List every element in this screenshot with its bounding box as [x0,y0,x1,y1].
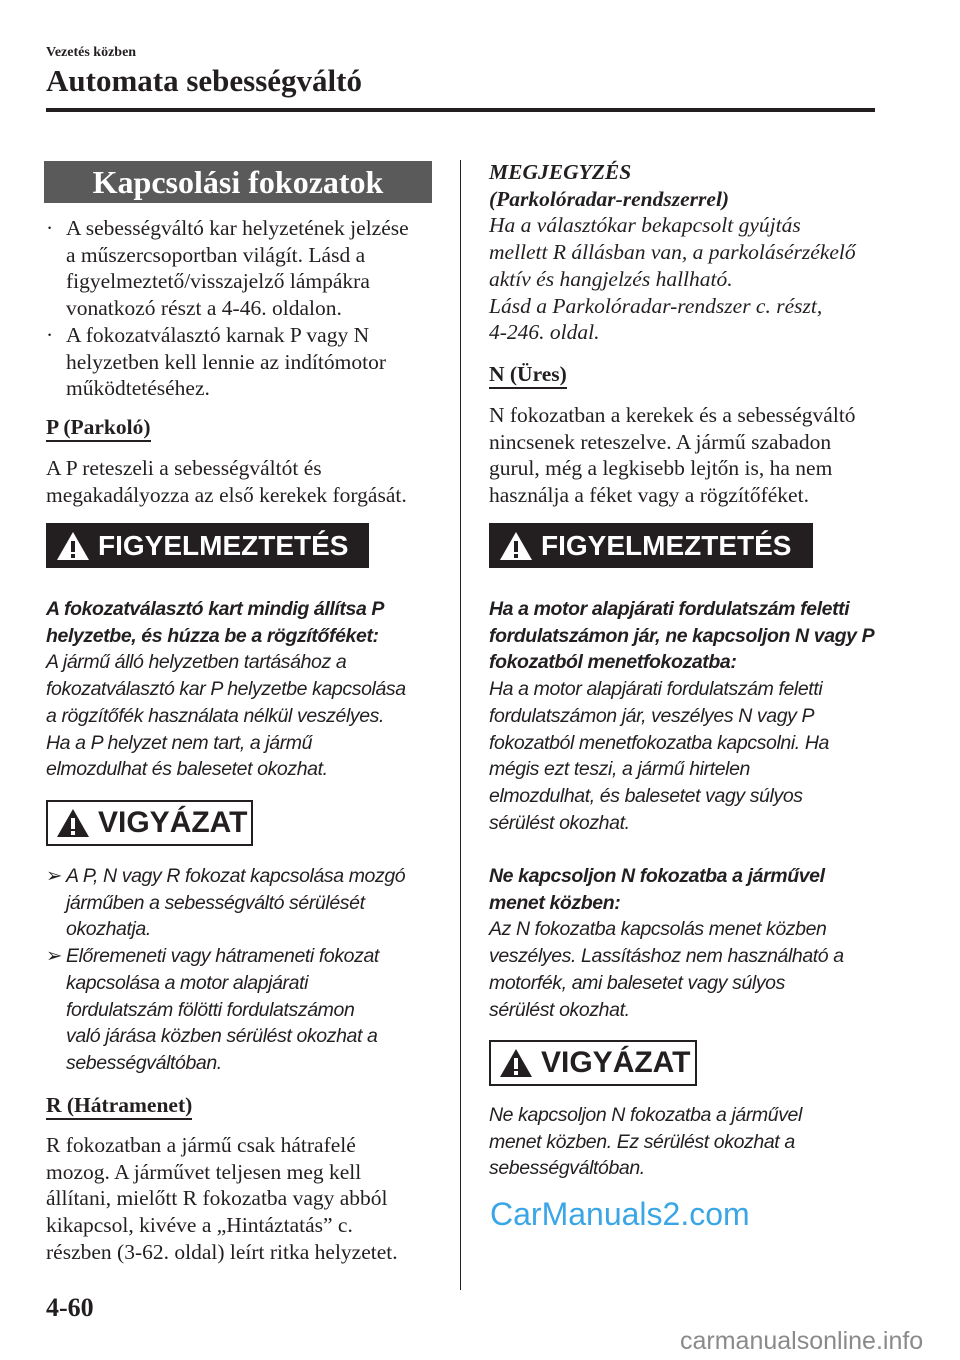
caution-text [489,1102,802,1182]
text-line: gurul, még a legkisebb lejtőn is, ha nem [489,456,833,481]
text-line: R fokozatban a jármű csak hátrafelé [46,1133,356,1157]
text-line: Ha a P helyzet nem tart, a jármű [46,731,313,754]
text-line: fokozatból menetfokozatba: [489,651,737,674]
bullet-mark: · [46,216,54,240]
warning-triangle-icon [499,531,533,561]
text-line: sérülést okozhat. [489,998,630,1021]
text-line: okozhatja. [66,918,151,941]
intro-bullets [46,215,409,402]
text-line: fordulatszámon jár, veszélyes N vagy P [489,704,815,727]
text-line: fordulatszámon jár, ne kapcsoljon N vagy P [489,624,875,647]
text-line: részben (3-62. oldal) leírt ritka helyzetet. [46,1239,398,1264]
text-line: mégis ezt teszi, a jármű hirtelen [489,758,750,781]
text-line: aktív és hangjelzés hallható. [489,266,733,291]
text-line: helyzetben kell lennie az indítómotor [66,349,387,374]
text-line: helyzetbe, és húzza be a rögzítőféket: [46,624,379,647]
text-line: nincsenek reteszelve. A jármű szabadon [489,429,832,454]
watermark-carmanualsonline: carmanualsonline.info [680,1327,924,1355]
text-line: A fokozatválasztó karnak P vagy N [66,322,370,347]
note-title: MEGJEGYZÉS [489,160,632,184]
text-line: figyelmeztető/visszajelző lámpákra [66,269,370,294]
text-line: menet közben. Ez sérülést okozhat a [489,1130,795,1153]
text-line: működtetéséhez. [66,376,210,401]
text-line: mozog. A járművet teljesen meg kell [46,1159,362,1184]
text-line: 4-246. oldal. [489,320,600,345]
text-line: motorfék, ami balesetet vagy súlyos [489,971,785,994]
text-line: kikapcsol, kivéve a „Hintáztatás” c. [46,1213,353,1238]
text-line: használja a féket vagy a rögzítőféket. [489,483,809,508]
warning-label: FIGYELMEZTETÉS [541,529,792,561]
page-number: 4-60 [46,1293,94,1322]
text-line: sérülést okozhat. [489,811,630,834]
text-line: veszélyes. Lassításhoz nem használható a [489,945,844,968]
text-line: kapcsolása a motor alapjárati [66,971,309,994]
arrow-bullet-icon: ➢ [46,865,62,887]
warning-label: FIGYELMEZTETÉS [98,529,349,561]
bullet-item [46,322,409,402]
text-line: járműben a sebességváltó sérülését [66,891,365,914]
header-rule [46,108,875,112]
text-line: A P, N vagy R fokozat kapcsolása mozgó [66,865,406,887]
note [489,159,856,346]
section-banner: Kapcsolási fokozatok [44,161,432,203]
text-line: elmozdulhat és balesetet okozhat. [46,758,328,781]
n-text [489,402,856,509]
r-heading: R (Hátramenet) [46,1093,192,1120]
section-label: Vezetés közben [46,45,137,60]
text-line: való járása közben sérülést okozhat a [66,1025,378,1048]
text-line: mellett R állásban van, a parkolásérzékelő [489,240,856,265]
warning-text [489,596,874,1023]
text-line: menet közben: [489,891,621,914]
caution-list [46,863,405,1077]
text-line: N fokozatban a kerekek és a sebességváltó [489,403,856,427]
page-title: Automata sebességváltó [46,63,362,98]
r-text [46,1132,398,1266]
text-line: Lásd a Parkolóradar-rendszer c. részt, [489,293,823,318]
text-line: állítani, mielőtt R fokozatba vagy abból [46,1186,388,1211]
warning-label-box [489,523,813,568]
text-line: sebességváltóban. [489,1157,645,1180]
text-line: fokozatválasztó kar P helyzetbe kapcsolása [46,678,406,701]
p-text [46,455,407,508]
text-line: Előremeneti vagy hátrameneti fokozat [66,945,379,968]
text-line: A fokozatválasztó kart mindig állítsa P [46,598,385,620]
warning-triangle-icon [56,531,90,561]
bullet-mark: · [46,322,54,347]
text-line: Az N fokozatba kapcsolás menet közben [489,918,827,941]
list-item [46,863,405,943]
text-line: vonatkozó részt a 4-46. oldalon. [66,296,342,321]
caution-label: VIGYÁZAT [98,806,248,839]
text-line: sebességváltóban. [66,1051,222,1074]
text-line: Ne kapcsoljon N fokozatba a járművel [489,865,825,888]
text-line: fordulatszám fölötti fordulatszámon [66,998,355,1021]
text-line: Ne kapcsoljon N fokozatba a járművel [489,1104,802,1126]
list-item [46,943,405,1077]
caution-label-box [489,1040,697,1086]
n-heading: N (Üres) [489,362,567,389]
p-heading: P (Parkoló) [46,415,151,442]
text-line: megakadályozza az első kerekek forgását. [46,482,407,507]
text-line: A sebességváltó kar helyzetének jelzése [66,216,409,240]
caution-label-box [46,800,253,846]
column-divider [460,160,461,1290]
text-line: A P reteszeli a sebességváltót és [46,456,322,480]
caution-triangle-icon [499,1048,533,1078]
watermark-carmanuals2: CarManuals2.com [490,1196,750,1232]
text-line: elmozdulhat, és balesetet vagy súlyos [489,784,803,807]
text-line: a műszercsoportban világít. Lásd a [66,242,366,267]
caution-triangle-icon [56,808,90,838]
warning-text [46,596,406,783]
text-line: A jármű álló helyzetben tartásához a [46,651,347,674]
text-line: Ha a motor alapjárati fordulatszám feletti [489,678,823,701]
caution-label: VIGYÁZAT [541,1046,691,1079]
text-line: Ha a választókar bekapcsolt gyújtás [489,213,801,238]
warning-label-box [46,523,369,568]
bullet-item [46,215,409,322]
text-line: Ha a motor alapjárati fordulatszám feletti [489,598,850,620]
arrow-bullet-icon: ➢ [46,945,62,968]
note-subtitle: (Parkolóradar-rendszerrel) [489,186,730,211]
text-line: a rögzítőfék használata nélkül veszélyes. [46,704,385,727]
text-line: fokozatból menetfokozatba kapcsolni. Ha [489,731,829,754]
